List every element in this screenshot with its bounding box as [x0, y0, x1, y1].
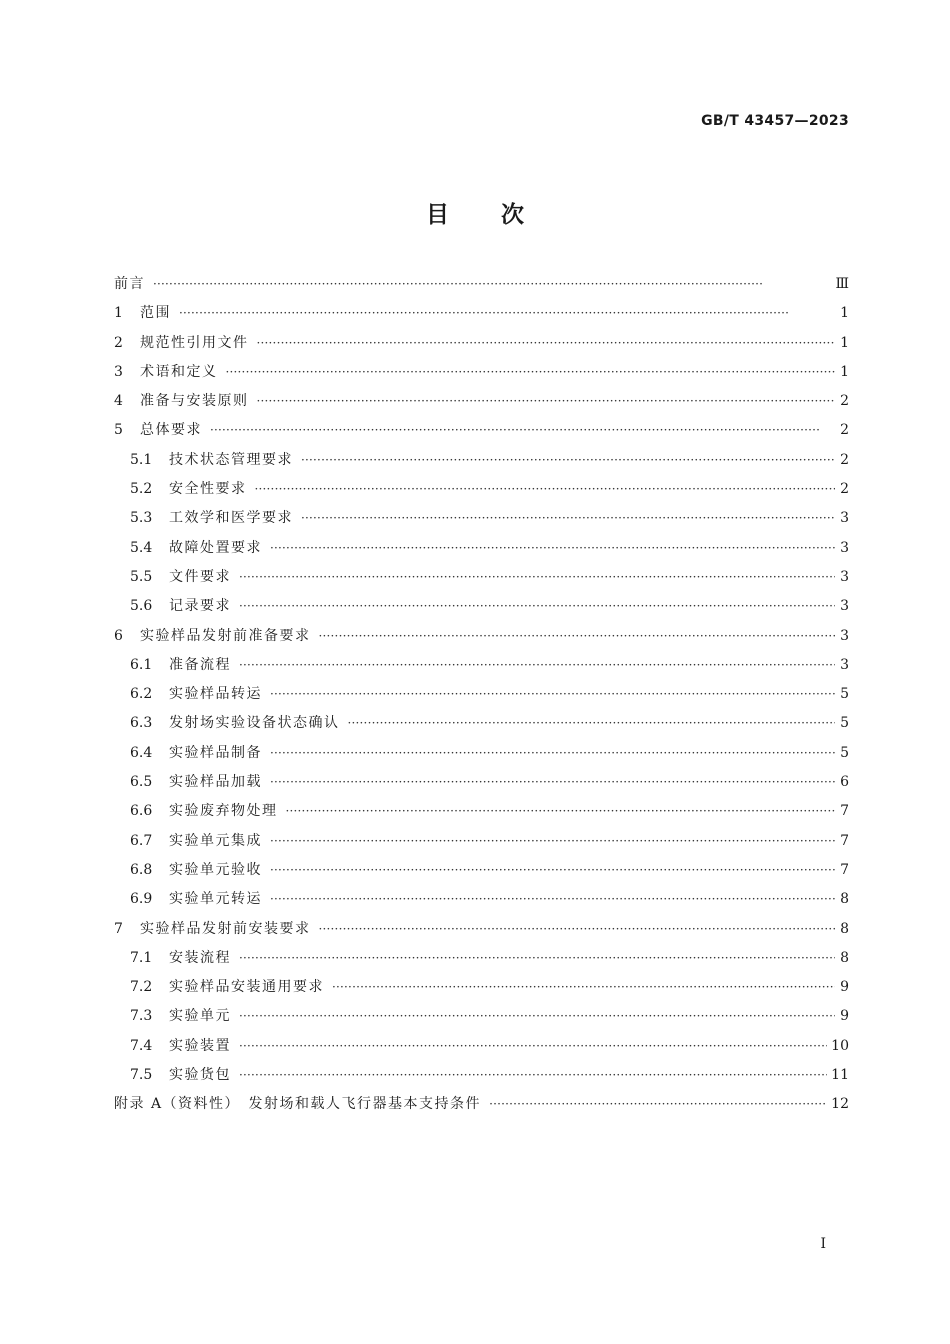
toc-entry-number: 6.4	[130, 744, 153, 761]
toc-entry-page: 8	[840, 949, 849, 966]
toc-entry[interactable]	[114, 1061, 849, 1090]
toc-entry-page: 5	[840, 744, 849, 761]
toc-entry-number: 6.2	[130, 686, 153, 703]
toc-entry-page: 12	[831, 1096, 849, 1113]
dot-leader	[255, 475, 836, 504]
toc-entry-label: 故障处置要求	[169, 539, 262, 556]
toc-entry-page: 7	[840, 861, 849, 878]
toc-entry-number: 4	[114, 393, 123, 410]
page-title	[0, 196, 950, 229]
toc-entry-label: 技术状态管理要求	[169, 451, 293, 468]
toc-entry-page: 8	[840, 920, 849, 937]
standard-code: GB/T 43457—2023	[701, 113, 849, 129]
toc-entry-label: 文件要求	[169, 568, 231, 585]
toc-entry-number: 7.3	[130, 1008, 153, 1025]
toc-entry-page: 8	[840, 891, 849, 908]
toc-entry-page: 9	[840, 1008, 849, 1025]
dot-leader	[270, 885, 835, 914]
toc-entry-label: 实验样品安装通用要求	[169, 979, 324, 996]
toc-entry-label: 实验货包	[169, 1067, 231, 1084]
dot-leader	[270, 856, 835, 885]
toc-entry-number: 6.1	[130, 656, 153, 673]
toc-entry[interactable]	[114, 680, 849, 709]
toc-entry[interactable]	[114, 1032, 849, 1061]
toc-entry-page: Ⅲ	[835, 276, 849, 292]
toc-entry[interactable]	[114, 592, 849, 621]
toc-entry-number: 6.3	[130, 715, 153, 732]
toc-entry-label: 实验单元转运	[169, 891, 262, 908]
toc-entry-label: 发射场实验设备状态确认	[169, 715, 340, 732]
dot-leader	[489, 1090, 827, 1119]
toc-entry-number: 2	[114, 334, 123, 351]
toc-entry-number: 7.2	[130, 979, 153, 996]
dot-leader	[179, 299, 835, 328]
dot-leader	[239, 1032, 827, 1061]
toc-entry[interactable]	[114, 739, 849, 768]
toc-entry-page: 1	[840, 363, 849, 380]
toc-entry-number: 5.5	[130, 568, 153, 585]
toc-entry-number: 7.4	[130, 1037, 153, 1054]
toc-entry-page: 2	[840, 481, 849, 498]
toc-entry[interactable]	[114, 1090, 849, 1119]
dot-leader	[239, 651, 835, 680]
toc-entry-label: 总体要求	[140, 422, 202, 439]
dot-leader	[319, 915, 836, 944]
toc-entry[interactable]	[114, 358, 849, 387]
toc-entry-label: 准备流程	[169, 656, 231, 673]
toc-entry-label: 规范性引用文件	[140, 334, 249, 351]
dot-leader	[270, 739, 835, 768]
toc-entry-label: 附录 A（资料性） 发射场和载人飞行器基本支持条件	[114, 1096, 482, 1113]
toc-entry-page: 7	[840, 832, 849, 849]
toc-entry-page: 3	[840, 539, 849, 556]
toc-entry-page: 2	[840, 451, 849, 468]
toc-entry-number: 5.6	[130, 598, 153, 615]
toc-entry[interactable]	[114, 944, 849, 973]
dot-leader	[239, 592, 835, 621]
toc-entry[interactable]	[114, 973, 849, 1002]
toc-entry-label: 记录要求	[169, 598, 231, 615]
toc-entry[interactable]	[114, 651, 849, 680]
toc-entry[interactable]	[114, 329, 849, 358]
toc-entry[interactable]	[114, 622, 849, 651]
dot-leader	[332, 973, 835, 1002]
toc-entry-page: 2	[840, 422, 849, 439]
toc-entry-label: 实验样品发射前安装要求	[140, 920, 311, 937]
toc-entry-page: 1	[840, 334, 849, 351]
dot-leader	[270, 680, 835, 709]
toc-entry-number: 6.9	[130, 891, 153, 908]
dot-leader	[270, 827, 835, 856]
toc-entry[interactable]	[114, 915, 849, 944]
toc-entry-label: 术语和定义	[140, 363, 218, 380]
toc-entry-label: 范围	[140, 305, 171, 322]
toc-entry[interactable]	[114, 709, 849, 738]
dot-leader	[319, 622, 836, 651]
toc-entry[interactable]	[114, 299, 849, 328]
toc-entry[interactable]	[114, 504, 849, 533]
dot-leader	[153, 270, 831, 299]
toc-entry[interactable]	[114, 1002, 849, 1031]
toc-entry[interactable]	[114, 797, 849, 826]
dot-leader	[239, 944, 835, 973]
toc-entry-page: 3	[840, 656, 849, 673]
dot-leader	[301, 504, 835, 533]
toc-entry-page: 7	[840, 803, 849, 820]
toc-entry-page: 5	[840, 686, 849, 703]
dot-leader	[239, 1002, 835, 1031]
toc-entry[interactable]	[114, 387, 849, 416]
toc-entry-number: 6.8	[130, 861, 153, 878]
toc-entry-page: 6	[840, 774, 849, 791]
toc-entry-label: 前言	[114, 276, 145, 292]
toc-entry-label: 实验样品发射前准备要求	[140, 627, 311, 644]
dot-leader	[226, 358, 836, 387]
toc-entry-page: 10	[831, 1037, 849, 1054]
toc-entry-number: 6.6	[130, 803, 153, 820]
dot-leader	[257, 387, 836, 416]
toc-entry-page: 3	[840, 510, 849, 527]
toc-entry-page: 3	[840, 627, 849, 644]
dot-leader	[257, 329, 836, 358]
dot-leader	[239, 563, 835, 592]
toc-entry-page: 5	[840, 715, 849, 732]
title-char-1: 目	[426, 202, 449, 228]
toc-entry-page: 9	[840, 979, 849, 996]
toc-entry-number: 5.2	[130, 481, 153, 498]
toc-entry-label: 实验单元	[169, 1008, 231, 1025]
toc-entry-number: 5	[114, 422, 123, 439]
toc-entry-page: 2	[840, 393, 849, 410]
toc-entry-label: 工效学和医学要求	[169, 510, 293, 527]
toc-entry-number: 6.7	[130, 832, 153, 849]
toc-entry-page: 3	[840, 598, 849, 615]
toc-entry[interactable]	[114, 768, 849, 797]
toc-entry-page: 11	[831, 1067, 849, 1084]
toc-entry[interactable]	[114, 856, 849, 885]
toc-entry-number: 7	[114, 920, 123, 937]
dot-leader	[270, 768, 835, 797]
page-number: Ⅰ	[820, 1236, 826, 1252]
toc-entry-label: 安全性要求	[169, 481, 247, 498]
dot-leader	[301, 446, 835, 475]
dot-leader	[210, 416, 835, 445]
toc-entry-number: 5.3	[130, 510, 153, 527]
toc-entry-label: 实验废弃物处理	[169, 803, 278, 820]
toc-entry-label: 实验单元验收	[169, 861, 262, 878]
toc-entry[interactable]	[114, 270, 849, 299]
dot-leader	[270, 534, 835, 563]
toc-entry-page: 3	[840, 568, 849, 585]
toc-entry-page: 1	[840, 305, 849, 322]
toc-entry-label: 安装流程	[169, 949, 231, 966]
toc-entry-number: 3	[114, 363, 123, 380]
toc-entry[interactable]	[114, 446, 849, 475]
toc-entry[interactable]	[114, 475, 849, 504]
toc-entry-label: 实验样品制备	[169, 744, 262, 761]
dot-leader	[348, 709, 836, 738]
toc-entry-number: 6	[114, 627, 123, 644]
toc-entry[interactable]	[114, 416, 849, 445]
toc-entry-label: 实验样品转运	[169, 686, 262, 703]
toc-entry-label: 实验装置	[169, 1037, 231, 1054]
toc-entry-number: 7.5	[130, 1067, 153, 1084]
toc-entry[interactable]	[114, 827, 849, 856]
toc-entry-number: 6.5	[130, 774, 153, 791]
toc-entry-label: 实验单元集成	[169, 832, 262, 849]
toc-entry-number: 7.1	[130, 949, 153, 966]
dot-leader	[239, 1061, 827, 1090]
toc-entry-number: 1	[114, 305, 123, 322]
table-of-contents	[114, 270, 849, 1120]
toc-entry-label: 准备与安装原则	[140, 393, 249, 410]
title-char-2: 次	[501, 202, 524, 228]
toc-entry-number: 5.4	[130, 539, 153, 556]
dot-leader	[286, 797, 836, 826]
toc-entry[interactable]	[114, 885, 849, 914]
toc-entry[interactable]	[114, 534, 849, 563]
toc-entry-number: 5.1	[130, 451, 153, 468]
toc-entry-label: 实验样品加载	[169, 774, 262, 791]
toc-entry[interactable]	[114, 563, 849, 592]
